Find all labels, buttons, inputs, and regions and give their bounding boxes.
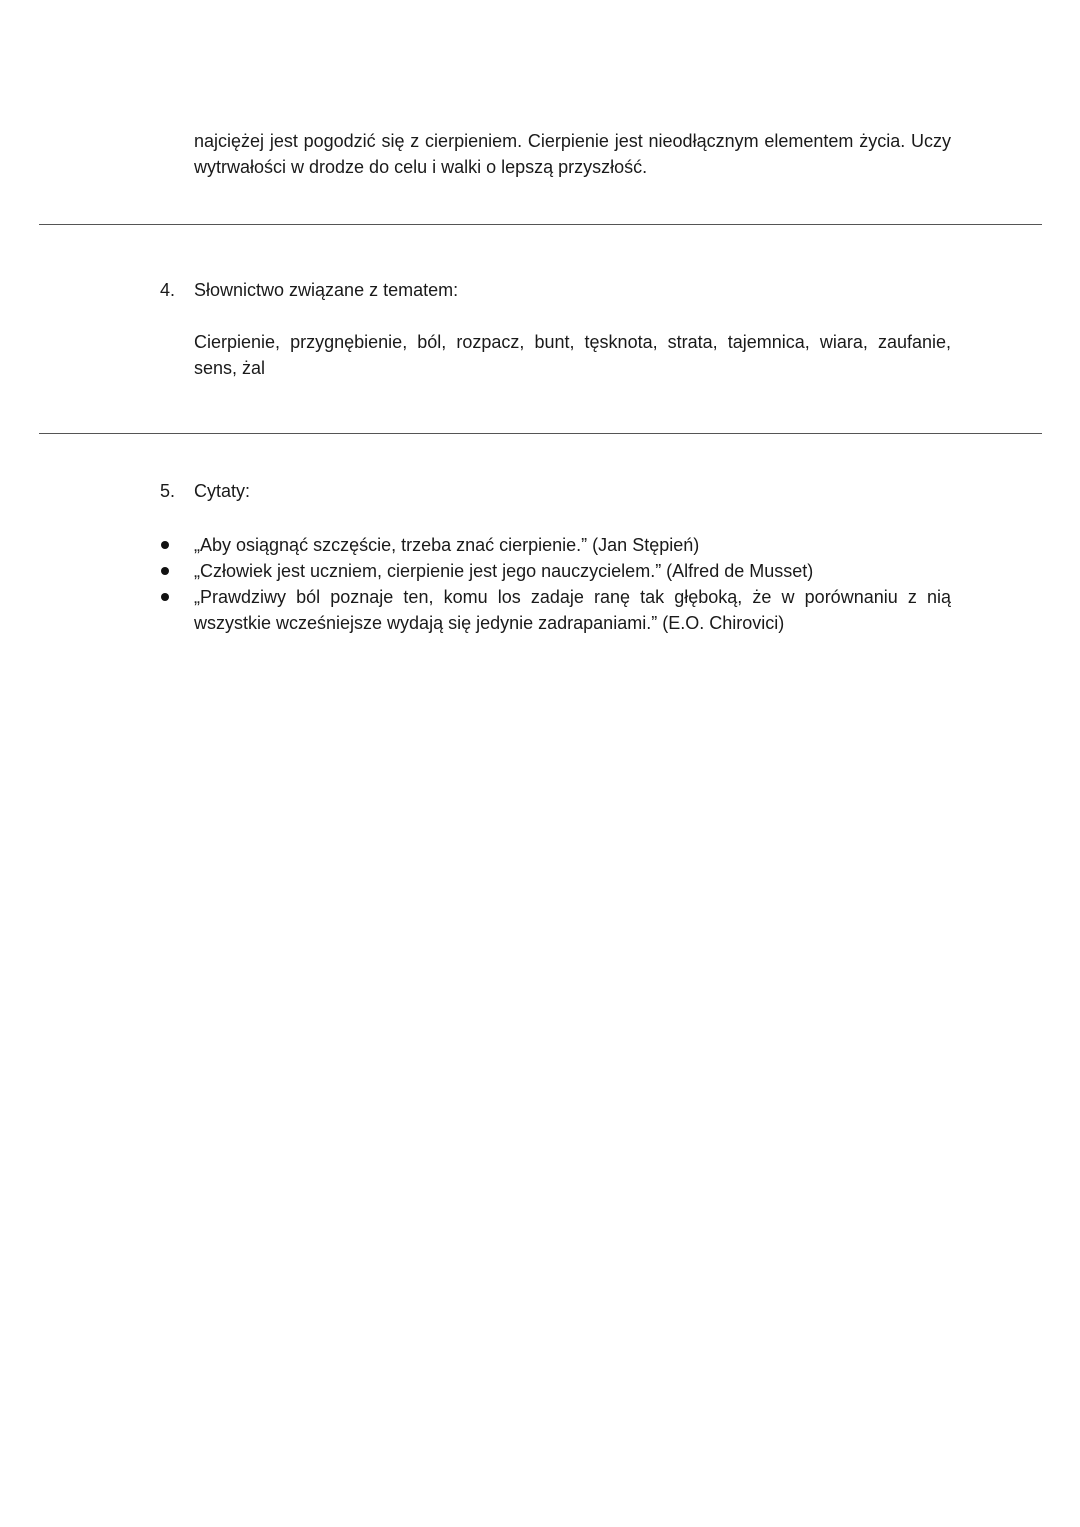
- section-number: 4.: [160, 280, 176, 300]
- bullet-icon: [161, 593, 169, 601]
- section-number: 5.: [160, 481, 176, 501]
- quote-text: „Prawdziwy ból poznaje ten, komu los zadaje ranę tak głęboką, że w porównaniu z nią wszystkie wcześniejsze wydają się jedynie zadrapaniami.” (E.O. Chirovici): [194, 587, 951, 633]
- section-divider: [39, 224, 1042, 225]
- quotes-list: [0, 532, 951, 636]
- vocabulary-list: Cierpienie, przygnębienie, ból, rozpacz, bunt, tęsknota, strata, tajemnica, wiara, zaufanie, sens, żal: [194, 332, 951, 378]
- section-heading-quotes: [160, 478, 250, 504]
- section-title: Cytaty:: [194, 481, 251, 501]
- section-title: Słownictwo związane z tematem:: [194, 280, 459, 300]
- list-item: [0, 532, 951, 558]
- section-heading-vocabulary: [160, 277, 458, 303]
- intro-paragraph: najciężej jest pogodzić się z cierpieniem. Cierpienie jest nieodłącznym elementem życia. Uczy wytrwałości w drodze do celu i walki o lepszą przyszłość.: [194, 131, 951, 177]
- list-item: [0, 584, 951, 636]
- bullet-icon: [161, 541, 169, 549]
- quote-text: „Aby osiągnąć szczęście, trzeba znać cierpienie.” (Jan Stępień): [194, 535, 700, 555]
- bullet-icon: [161, 567, 169, 575]
- section-divider: [39, 433, 1042, 434]
- list-item: [0, 558, 951, 584]
- quote-text: „Człowiek jest uczniem, cierpienie jest jego nauczycielem.” (Alfred de Musset): [194, 561, 814, 581]
